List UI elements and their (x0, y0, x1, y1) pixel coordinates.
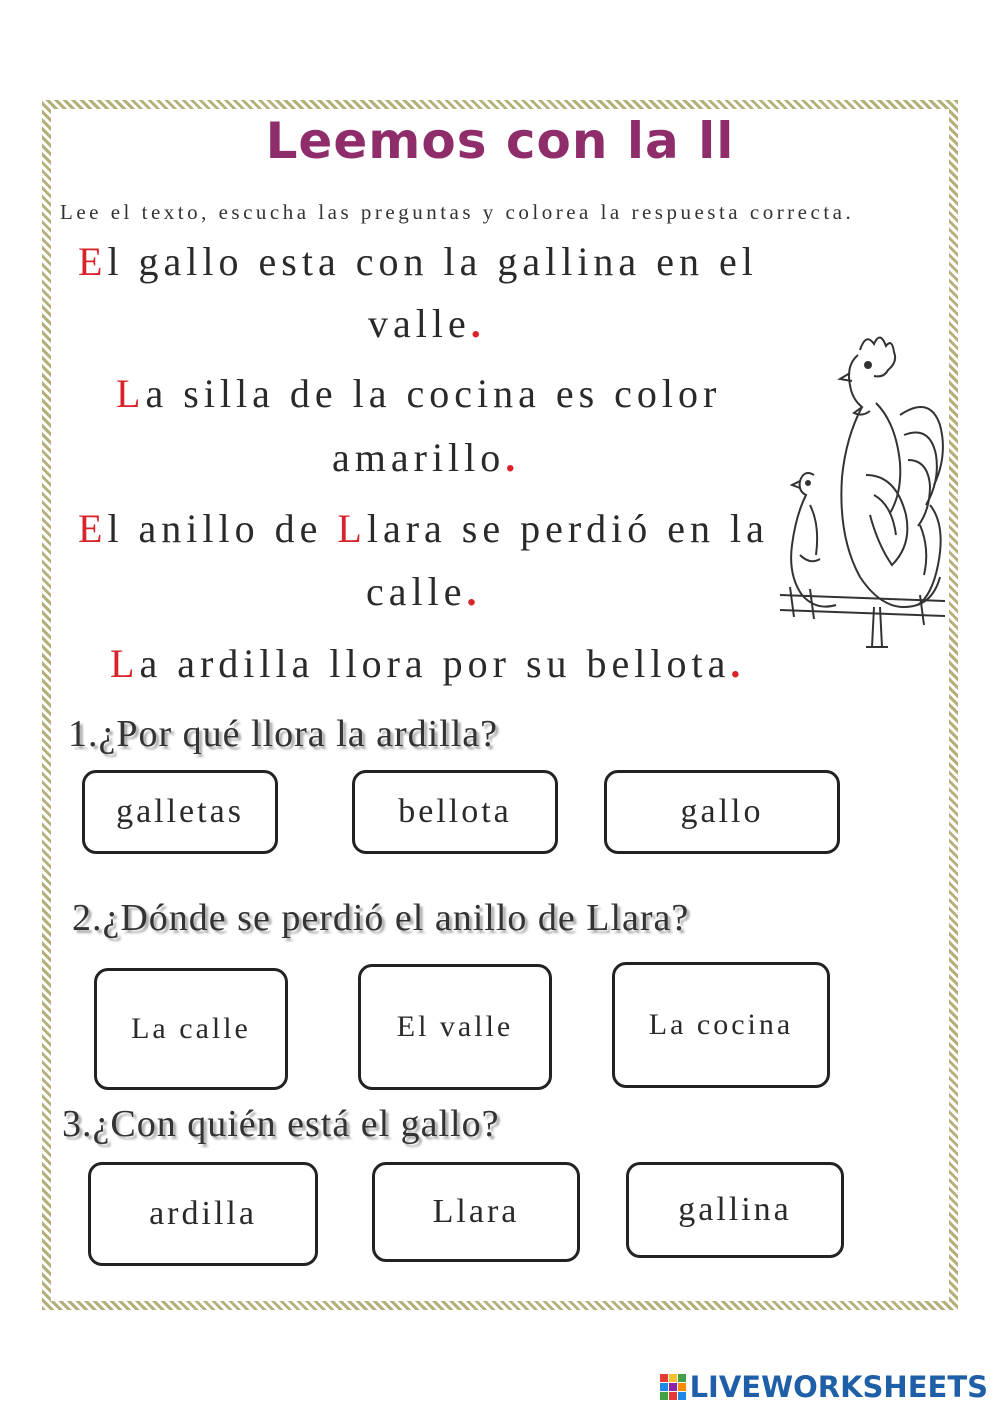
reading-text: valle (368, 301, 471, 346)
answer-option-bellota[interactable]: bellota (352, 770, 558, 854)
initial-letter: L (110, 641, 140, 686)
initial-letter: E (78, 506, 108, 551)
reading-line-4 (332, 434, 520, 481)
instructions-text: Lee el texto, escucha las preguntas y colorea la respuesta correcta. (60, 200, 855, 224)
reading-text: amarillo (332, 435, 506, 480)
answer-option-el-valle[interactable]: El valle (358, 964, 552, 1090)
question-2: 2.¿Dónde se perdió el anillo de Llara? (72, 897, 690, 939)
period-mark: . (505, 435, 521, 480)
reading-line-1 (78, 238, 758, 285)
period-mark: . (466, 569, 482, 614)
liveworksheets-logo-icon (660, 1374, 686, 1400)
answer-option-la-cocina[interactable]: La cocina (612, 962, 830, 1088)
reading-line-5 (78, 505, 769, 552)
reading-text: lara se perdió en la (366, 506, 769, 551)
answer-option-gallo[interactable]: gallo (604, 770, 840, 854)
reading-text: l gallo esta con la gallina en el (107, 239, 758, 284)
page-title: Leemos con la ll (265, 112, 735, 170)
footer-branding (660, 1370, 988, 1404)
reading-line-3 (116, 370, 721, 417)
period-mark: . (730, 641, 746, 686)
answer-option-ardilla[interactable]: ardilla (88, 1162, 318, 1266)
reading-line-7 (110, 640, 745, 687)
reading-line-6 (366, 568, 482, 615)
answer-option-la-calle[interactable]: La calle (94, 968, 288, 1090)
reading-text: l anillo de (107, 506, 338, 551)
reading-text: a ardilla llora por su bellota (139, 641, 731, 686)
period-mark: . (470, 301, 486, 346)
question-3: 3.¿Con quién está el gallo? (62, 1103, 500, 1145)
reading-line-2 (368, 300, 486, 347)
answer-option-gallina[interactable]: gallina (626, 1162, 844, 1258)
question-1: 1.¿Por qué llora la ardilla? (68, 713, 499, 755)
initial-letter: L (116, 371, 146, 416)
reading-text: a silla de la cocina es color (145, 371, 722, 416)
initial-letter: L (337, 506, 367, 551)
rooster-hen-illustration (780, 325, 945, 670)
answer-option-llara[interactable]: Llara (372, 1162, 580, 1262)
initial-letter: E (78, 239, 108, 284)
answer-option-galletas[interactable]: galletas (82, 770, 278, 854)
reading-text: calle (366, 569, 467, 614)
brand-name: LIVEWORKSHEETS (689, 1370, 988, 1404)
